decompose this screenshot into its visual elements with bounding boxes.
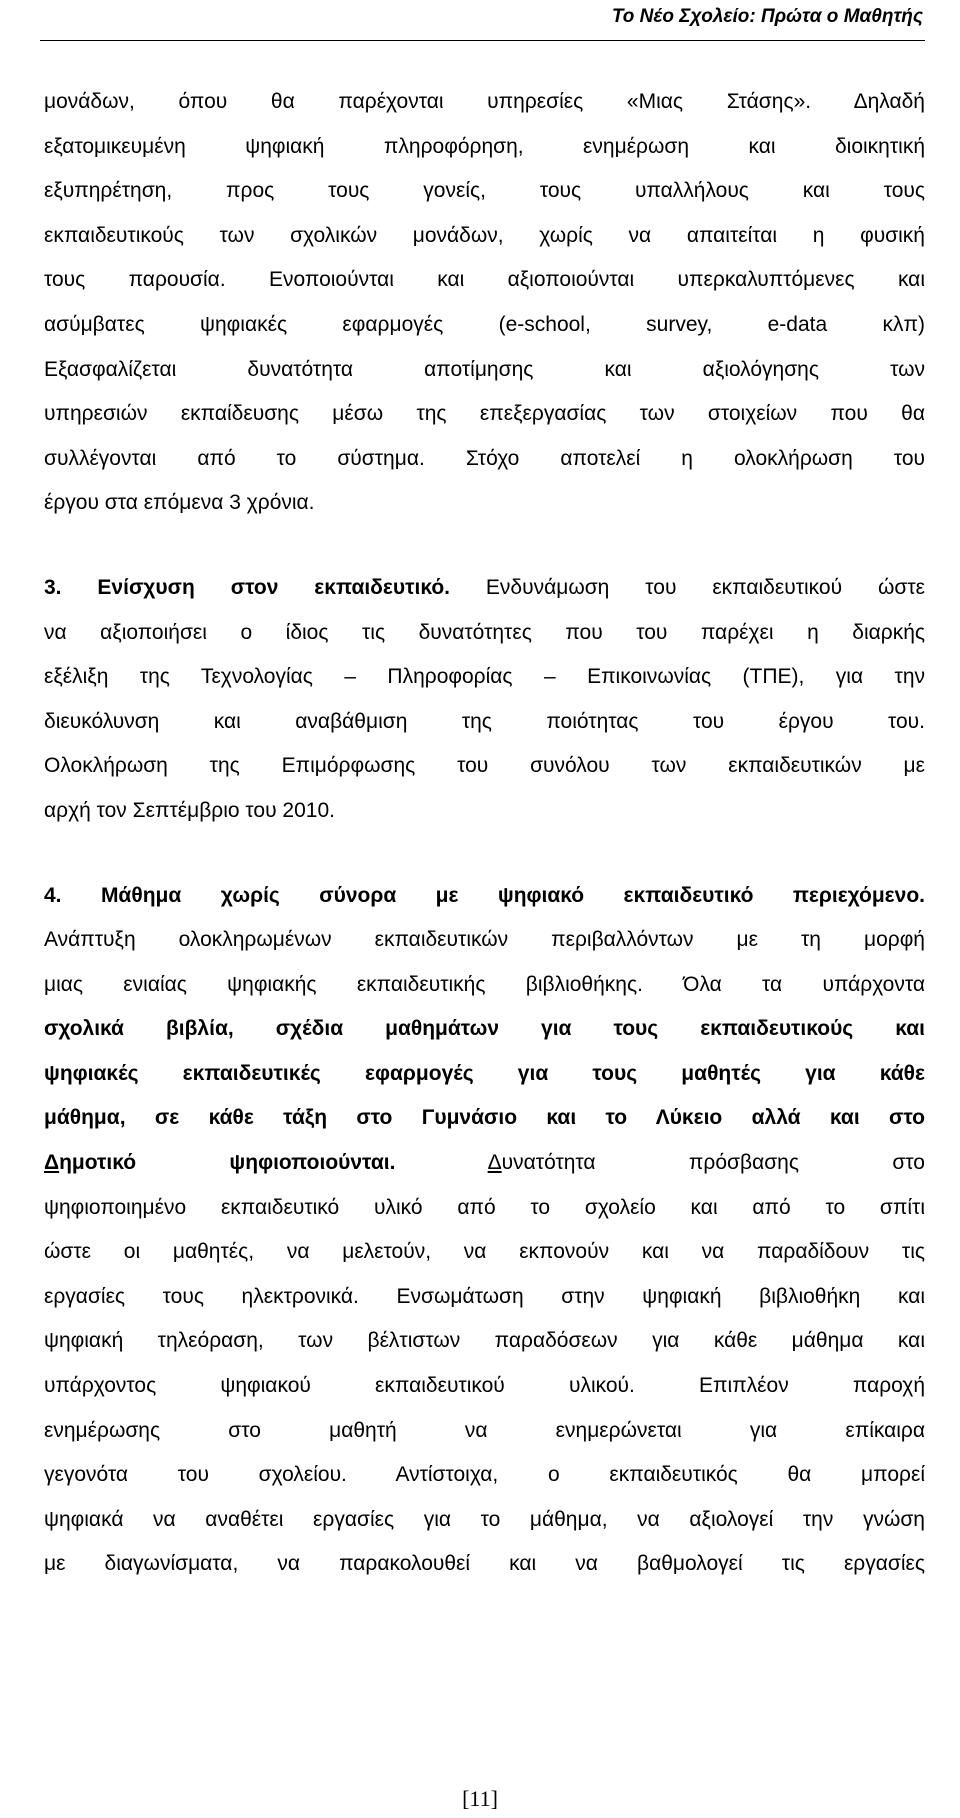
text-line: μιας ενιαίας ψηφιακής εκπαιδευτικής βιβλιοθήκης. Όλα τα υπάρχοντα xyxy=(44,972,925,996)
page-number: [11] xyxy=(462,1786,498,1811)
text-fragment: υνατότητα πρόσβασης στο xyxy=(501,1151,925,1175)
text-line: ψηφιακή τηλεόραση, των βέλτιστων παραδόσεων για κάθε μάθημα και xyxy=(44,1329,925,1353)
text-line: τους παρουσία. Ενοποιούνται και αξιοποιούνται υπερκαλυπτόμενες και xyxy=(44,268,925,292)
text-line: Ανάπτυξη ολοκληρωμένων εκπαιδευτικών περιβαλλόντων με τη μορφή xyxy=(44,928,925,952)
text-line: εξέλιξη της Τεχνολογίας – Πληροφορίας – Επικοινωνίας (ΤΠΕ), για την xyxy=(44,665,925,689)
text-line: Ολοκλήρωση της Επιμόρφωσης του συνόλου των εκπαιδευτικών με xyxy=(44,754,925,778)
text-line: σχολικά βιβλία, σχέδια μαθημάτων για τους εκπαιδευτικούς και xyxy=(44,1017,925,1041)
text-line: ώστε οι μαθητές, να μελετούν, να εκπονούν και να παραδίδουν τις xyxy=(44,1240,925,1264)
underlined-letter: Δ xyxy=(487,1151,502,1175)
text-line: εργασίες τους ηλεκτρονικά. Ενσωμάτωση στην ψηφιακή βιβλιοθήκη και xyxy=(44,1284,925,1308)
text-line xyxy=(44,874,925,919)
text-line: ασύμβατες ψηφιακές εφαρμογές (e-school, survey, e-data κλπ) xyxy=(44,312,925,336)
text-line: γεγονότα του σχολείου. Αντίστοιχα, ο εκπαιδευτικός θα μπορεί xyxy=(44,1463,925,1487)
text-line: εξατομικευμένη ψηφιακή πληροφόρηση, ενημέρωση και διοικητική xyxy=(44,134,925,158)
page-body xyxy=(44,80,925,1587)
text-line: έργου στα επόμενα 3 χρόνια. xyxy=(44,491,315,515)
section-digital-content xyxy=(44,874,925,1588)
text-line: εκπαιδευτικούς των σχολικών μονάδων, χωρίς να απαιτείται η φυσική xyxy=(44,223,925,247)
text-line: με διαγωνίσματα, να παρακολουθεί και να βαθμολογεί τις εργασίες xyxy=(44,1552,925,1576)
text-line: ενημέρωσης στο μαθητή να ενημερώνεται για επίκαιρα xyxy=(44,1418,925,1442)
text-line: μονάδων, όπου θα παρέχονται υπηρεσίες «Μιας Στάσης». Δηλαδή xyxy=(44,90,925,113)
section-heading: Ενίσχυση στον εκπαιδευτικό. xyxy=(97,575,450,599)
running-header: Το Νέο Σχολείο: Πρώτα ο Μαθητής xyxy=(611,6,923,27)
paragraph-digital-services xyxy=(44,80,925,526)
section-heading: Μάθημα χωρίς σύνορα με ψηφιακό εκπαιδευτικό περιεχόμενο. xyxy=(100,883,925,907)
text-fragment: ημοτικό ψηφιοποιούνται. xyxy=(59,1151,396,1175)
text-line xyxy=(44,1141,925,1186)
text-line: υπάρχοντος ψηφιακού εκπαιδευτικού υλικού. Επιπλέον παροχή xyxy=(44,1374,925,1398)
text-line: διευκόλυνση και αναβάθμιση της ποιότητας του έργου του. xyxy=(44,709,925,733)
text-line: ψηφιακές εκπαιδευτικές εφαρμογές για τους μαθητές για κάθε xyxy=(44,1061,925,1085)
header-rule xyxy=(40,40,925,41)
section-number: 3. xyxy=(44,575,62,599)
section-teacher-support xyxy=(44,566,925,834)
text-line: αρχή τον Σεπτέμβριο του 2010. xyxy=(44,798,335,822)
text-line xyxy=(44,566,925,611)
text-line: ψηφιοποιημένο εκπαιδευτικό υλικό από το σχολείο και από το σπίτι xyxy=(44,1195,925,1219)
text-line: συλλέγονται από το σύστημα. Στόχο αποτελεί η ολοκλήρωση του xyxy=(44,446,925,470)
text-line: ψηφιακά να αναθέτει εργασίες για το μάθημα, να αξιολογεί την γνώση xyxy=(44,1507,925,1531)
section-number: 4. xyxy=(44,883,62,907)
text-line: υπηρεσιών εκπαίδευσης μέσω της επεξεργασίας των στοιχείων που θα xyxy=(44,402,925,426)
text-line: Εξασφαλίζεται δυνατότητα αποτίμησης και αξιολόγησης των xyxy=(44,357,925,381)
text-line: μάθημα, σε κάθε τάξη στο Γυμνάσιο και το Λύκειο αλλά και στο xyxy=(44,1106,925,1130)
text-fragment: Ενδυνάμωση του εκπαιδευτικού ώστε xyxy=(485,575,925,599)
underlined-letter: Δ xyxy=(44,1151,60,1175)
text-line: εξυπηρέτηση, προς τους γονείς, τους υπαλλήλους και τους xyxy=(44,179,925,203)
text-line: να αξιοποιήσει ο ίδιος τις δυνατότητες που του παρέχει η διαρκής xyxy=(44,620,925,644)
